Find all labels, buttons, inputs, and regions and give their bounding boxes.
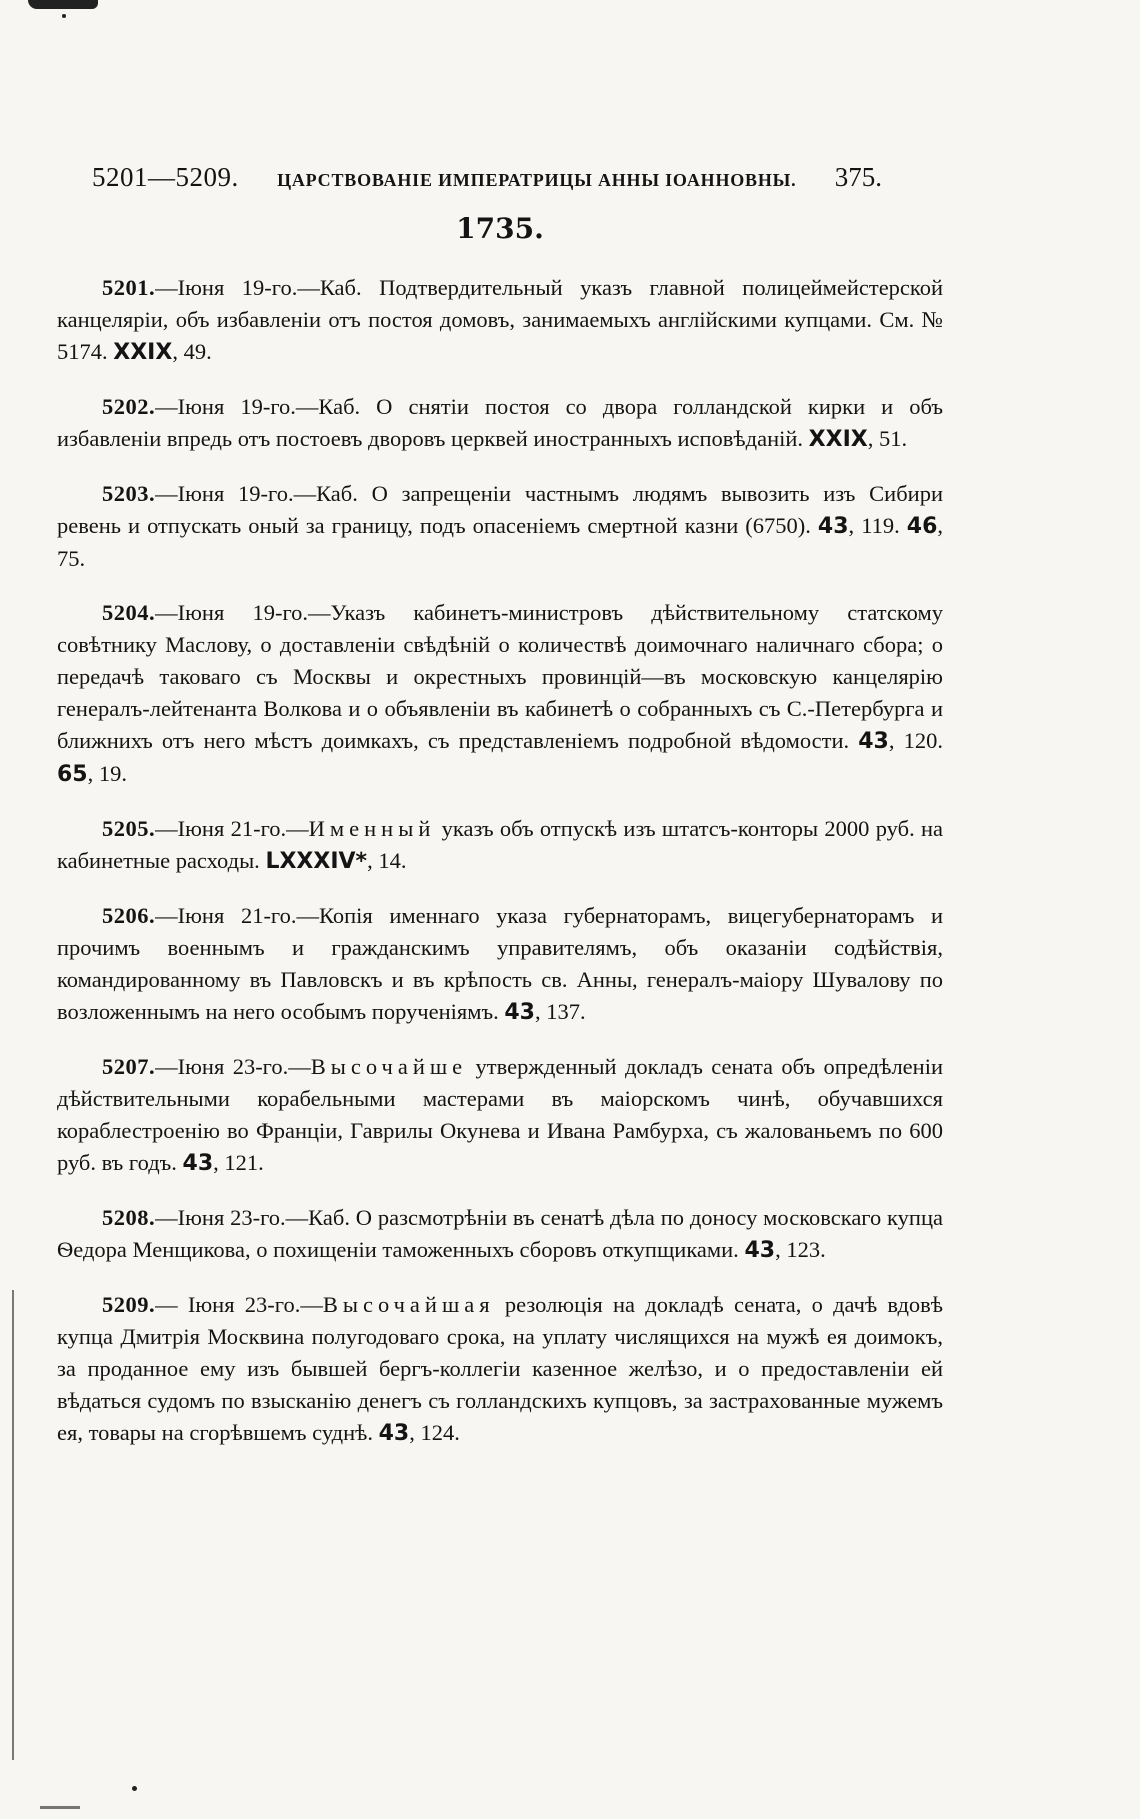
volume-ref: 65 — [57, 762, 88, 787]
entry-number: 5209. — [102, 1292, 156, 1317]
entry-5209 — [57, 1289, 943, 1450]
entry-text: —Іюня 19-го.—Указъ кабинетъ-министровъ дѣйствительному статскому совѣтнику Маслову, о доставленіи свѣдѣній о количествѣ доимочнаго наличнаго сбора; о передачѣ таковаго съ Москвы и окрестныхъ провинцій—въ московскую канцелярію генералъ-лейтенанта Волкова и о объявленіи въ кабинетѣ о собранныхъ съ С.-Петербурга и ближнихъ отъ него мѣстъ доимкахъ, съ представленіемъ подробной вѣдомости. — [57, 600, 943, 753]
entry-number: 5207. — [102, 1054, 156, 1079]
entry-number: 5201. — [102, 275, 156, 300]
volume-ref: 43 — [817, 514, 849, 539]
page-ref: , 14. — [367, 848, 407, 873]
volume-ref: 43 — [858, 729, 889, 754]
page-ref: , 121. — [213, 1150, 264, 1175]
scan-artifact-dot — [62, 14, 66, 18]
volume-ref: 43 — [504, 1000, 535, 1025]
scan-artifact-bottom — [40, 1806, 80, 1809]
entry-text: —Іюня 21-го.—Копія именнаго указа губернаторамъ, вицегубернаторамъ и прочимъ военнымъ и гражданскимъ управителямъ, объ оказаніи содѣйствія, командированному въ Павловскъ и въ крѣпость св. Анны, генералъ-маіору Шувалову по возложеннымъ на него особымъ порученіямъ. — [57, 903, 943, 1024]
entry-number: 5205. — [102, 816, 156, 841]
entry-number: 5208. — [102, 1205, 156, 1230]
page-ref: , 49. — [172, 339, 212, 364]
volume-ref: XXIX — [808, 427, 868, 452]
entry-date: —Іюня 21-го.— — [155, 816, 309, 841]
entry-text: —Іюня 19-го.—Каб. О снятіи постоя со двора голландской кирки и объ избавленіи впредь отъ постоевъ дворовъ церквей иностранныхъ исповѣданій. — [57, 394, 943, 451]
entry-5205 — [57, 813, 943, 878]
volume-ref: LXXXIV* — [265, 849, 368, 874]
entry-text: указъ объ отпускѣ изъ штатсъ-конторы 2000 руб. на кабинетные расходы. — [57, 816, 943, 873]
entry-range: 5201—5209. — [92, 162, 239, 192]
entry-5206 — [57, 900, 943, 1029]
entry-text: резолюція на докладѣ сената, о дачѣ вдовѣ купца Дмитрія Москвина полугодоваго срока, на уплату числящихся на мужѣ ея доимокъ, за проданное ему изъ бывшей бергъ-коллегіи казенное желѣзо, и о предоставленіи ей вѣдаться судомъ по взысканію денегъ съ голландскихъ купцовъ, за застрахованные мужемъ ея, товары на сгорѣвшемъ суднѣ. — [57, 1292, 944, 1445]
volume-ref: 43 — [182, 1151, 214, 1176]
page-ref: , 123. — [775, 1237, 826, 1262]
page-ref: , 19. — [87, 761, 127, 786]
entry-text: —Іюня 23-го.—Каб. О разсмотрѣніи въ сенатѣ дѣла по доносу московскаго купца Ѳедора Менщикова, о похищеніи таможенныхъ сборовъ откупщиками. — [57, 1205, 943, 1262]
page-ref: , 124. — [409, 1420, 460, 1445]
page-number: 375. — [834, 162, 882, 192]
entry-number: 5206. — [102, 903, 156, 928]
page-ref: , 51. — [867, 426, 908, 451]
entry-text: утвержденный докладъ сената объ опредѣленіи дѣйствительными корабельными мастерами въ маіорскомъ чинѣ, обучавшихся кораблестроенію во Франціи, Гаврилы Окунева и Ивана Рамбурха, съ жалованьемъ по 600 руб. въ годъ. — [57, 1054, 943, 1175]
entry-5207 — [57, 1051, 943, 1180]
running-header — [92, 162, 882, 193]
entry-decree-type: Высочайшая — [322, 1292, 495, 1317]
reign-title: ЦАРСТВОВАНІЕ ИМПЕРАТРИЦЫ АННЫ ІОАННОВНЫ. — [277, 170, 797, 190]
year-heading: 1735. — [456, 212, 544, 245]
entry-decree-type: Именный — [308, 816, 436, 841]
entry-number: 5202. — [102, 394, 156, 419]
entry-text: —Іюня 19-го.—Каб. Подтвердительный указъ главной полицеймейстерской канцеляріи, объ избавленіи отъ постоя домовъ, занимаемыхъ англійскими купцами. См. № 5174. — [57, 275, 943, 364]
entry-text: —Іюня 19-го.—Каб. О запрещеніи частнымъ людямъ вывозить изъ Сибири ревень и отпускать оный за границу, подъ опасеніемъ смертной казни (6750). — [57, 481, 943, 538]
page-ref: , 75. — [57, 513, 944, 571]
volume-ref: 43 — [378, 1421, 410, 1446]
page-ref: , 120. — [888, 728, 943, 753]
entry-date: — Іюня 23-го.— — [155, 1292, 323, 1317]
entries-list — [57, 272, 943, 1472]
volume-ref: 46 — [906, 514, 938, 539]
entry-date: —Іюня 23-го.— — [155, 1054, 311, 1079]
page-ref: , 119. — [848, 513, 900, 538]
scan-artifact-top — [28, 0, 98, 9]
entry-number: 5204. — [102, 600, 156, 625]
entry-5204 — [57, 597, 943, 791]
volume-ref: XXIX — [113, 340, 173, 365]
volume-ref: 43 — [744, 1238, 776, 1263]
entry-5202 — [57, 391, 943, 456]
entry-number: 5203. — [102, 481, 156, 506]
entry-decree-type: Высочайше — [310, 1054, 468, 1079]
page-ref: , 137. — [534, 999, 586, 1024]
entry-5208 — [57, 1202, 943, 1267]
scan-margin-line — [12, 1290, 14, 1760]
scan-artifact-dot — [132, 1786, 137, 1791]
entry-5203 — [57, 478, 943, 575]
entry-5201 — [57, 272, 943, 369]
